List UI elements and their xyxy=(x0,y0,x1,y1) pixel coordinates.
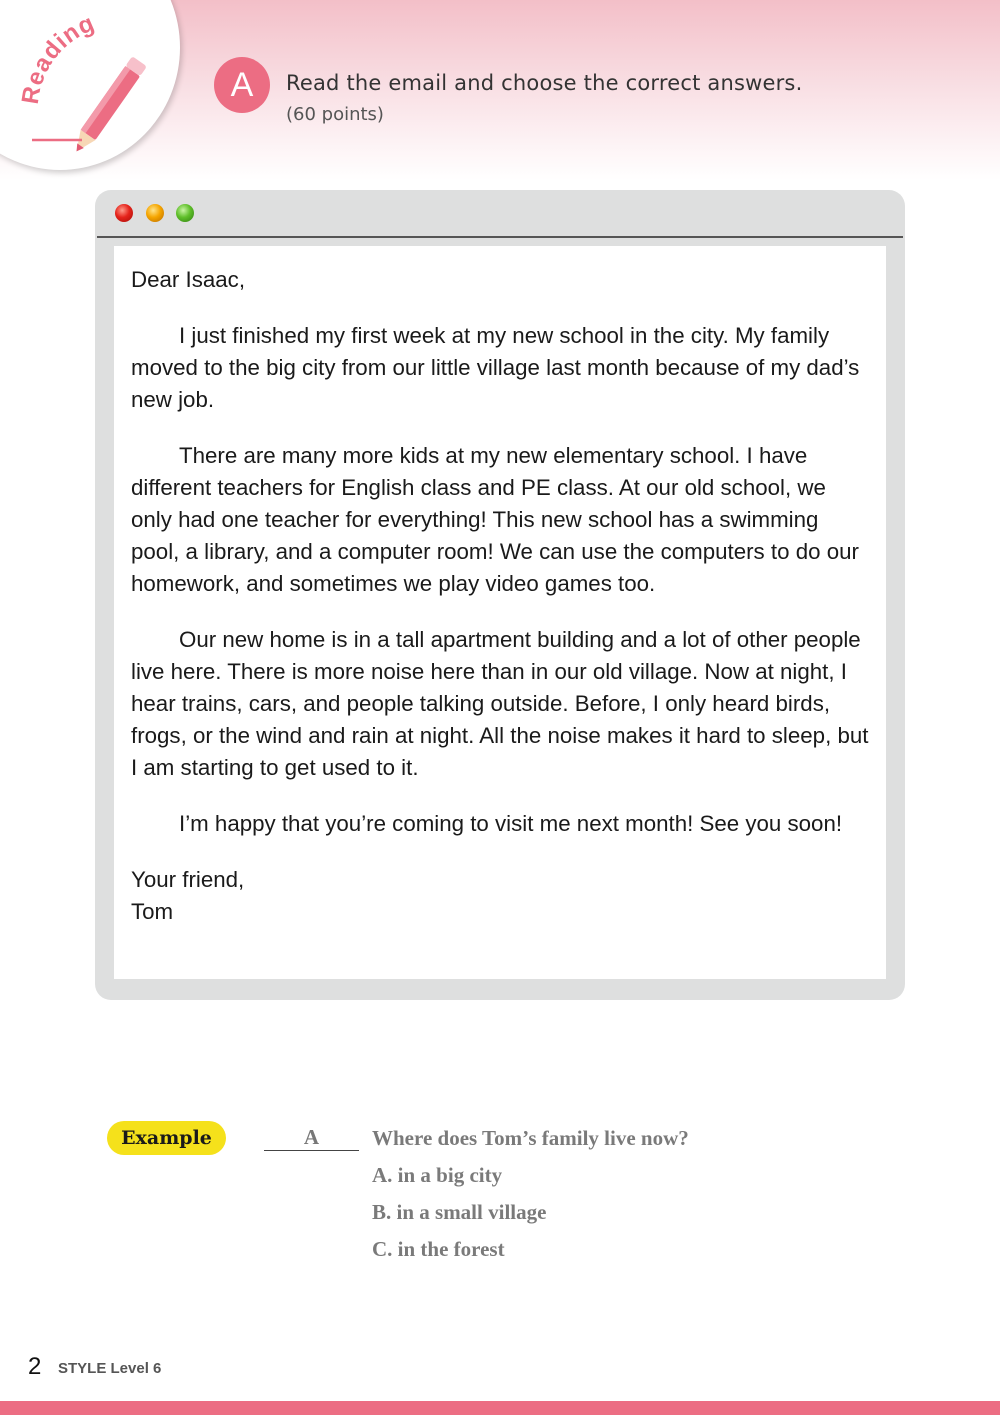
maximize-dot-icon xyxy=(176,204,194,222)
page-number: 2 xyxy=(28,1353,42,1380)
window-divider xyxy=(97,236,903,238)
points-text: (60 points) xyxy=(286,104,384,125)
book-label: STYLE Level 6 xyxy=(58,1360,162,1377)
email-paragraph: I just finished my first week at my new school in the city. My family moved to the big city from our little village last month because of my dad’s new job. xyxy=(131,323,860,412)
badge-text: Reading xyxy=(16,9,99,107)
example-label: Example xyxy=(107,1121,226,1155)
reading-badge xyxy=(0,0,180,170)
email-window xyxy=(95,190,905,1000)
email-paragraph: I’m happy that you’re coming to visit me next month! See you soon! xyxy=(179,811,843,836)
email-greeting: Dear Isaac, xyxy=(131,267,246,292)
answer-blank: A xyxy=(264,1124,359,1151)
section-letter-badge: A xyxy=(214,57,270,113)
email-body xyxy=(114,246,886,979)
answer-option: A. in a big city xyxy=(372,1163,503,1187)
instruction-text: Read the email and choose the correct answers. xyxy=(286,71,803,95)
email-paragraph: Our new home is in a tall apartment building and a lot of other people live here. There is more noise here than in our old village. Now at night, I hear trains, cars, and people talking outside. Before, I only heard birds, frogs, or the wind and rain at night. All the noise makes it hard to sleep, but I am starting to get used to it. xyxy=(131,627,869,780)
close-dot-icon xyxy=(115,204,133,222)
example-question: Where does Tom’s family live now? xyxy=(372,1126,689,1150)
answer-option: C. in the forest xyxy=(372,1237,505,1261)
email-signature: Tom xyxy=(131,899,174,924)
footer-bar xyxy=(0,1401,1000,1415)
email-paragraph: There are many more kids at my new elementary school. I have different teachers for English class and PE class. At our old school, we only had one teacher for everything! This new school has a swimming pool, a library, and a computer room! We can use the computers to do our homework, and sometimes we play video games too. xyxy=(131,443,859,596)
answer-option: B. in a small village xyxy=(372,1200,547,1224)
email-closing: Your friend, xyxy=(131,867,245,892)
pencil-icon xyxy=(0,0,180,170)
minimize-dot-icon xyxy=(146,204,164,222)
svg-text:Reading xyxy=(17,9,99,106)
